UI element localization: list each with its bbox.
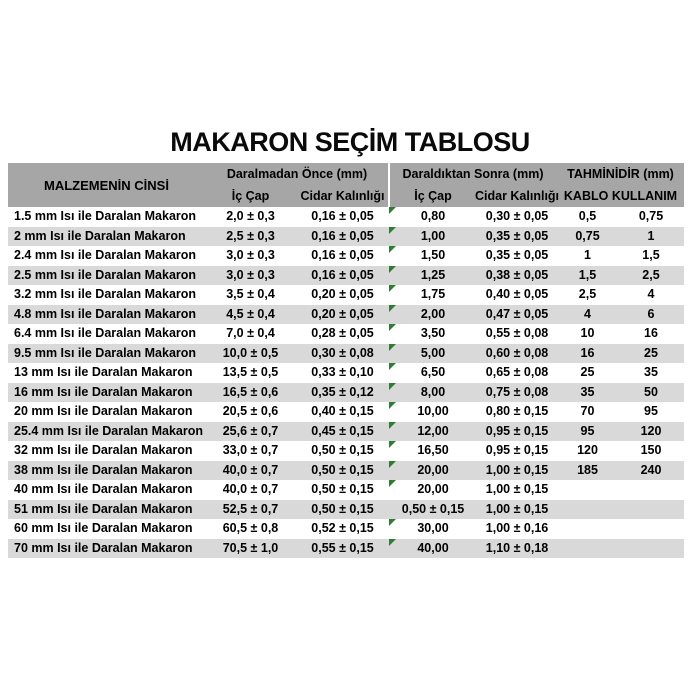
- material-cell: 2 mm Isı ile Daralan Makaron: [14, 228, 186, 243]
- cell-comment-marker-icon: [389, 266, 396, 273]
- value-cell: 2,5: [642, 267, 660, 282]
- value-cell: 0,50 ± 0,15: [311, 443, 374, 457]
- value-cell: 40,0 ± 0,7: [222, 462, 279, 477]
- table-row: [8, 539, 684, 559]
- cell-comment-marker-icon: [389, 539, 396, 546]
- value-cell: 0,38 ± 0,05: [485, 267, 549, 282]
- material-cell: 9.5 mm Isı ile Daralan Makaron: [14, 345, 197, 360]
- value-cell: 60,5 ± 0,8: [222, 521, 279, 535]
- material-cell: 51 mm Isı ile Daralan Makaron: [14, 501, 193, 516]
- table-row: [8, 441, 684, 461]
- value-cell: 0,95 ± 0,15: [485, 423, 549, 438]
- value-cell: 2,5: [578, 287, 597, 301]
- value-cell: 0,55 ± 0,15: [311, 540, 374, 555]
- value-cell: 3,0 ± 0,3: [226, 267, 275, 282]
- value-cell: 0,40 ± 0,05: [485, 287, 549, 301]
- value-cell: 0,33 ± 0,10: [311, 365, 374, 379]
- value-cell: 2,0 ± 0,3: [226, 209, 275, 223]
- value-cell: 16,5 ± 0,6: [222, 384, 279, 399]
- value-cell: 3,5 ± 0,4: [226, 287, 275, 301]
- material-cell: 6.4 mm Isı ile Daralan Makaron: [14, 326, 197, 340]
- value-cell: 1,00 ± 0,15: [485, 482, 549, 496]
- value-cell: 1,50: [389, 246, 477, 266]
- value-cell: 0,75: [638, 209, 664, 223]
- value-cell: 120: [640, 423, 662, 438]
- value-cell: 4: [647, 287, 655, 301]
- table-row: [8, 305, 684, 325]
- page-title: MAKARON SEÇİM TABLOSU: [170, 127, 530, 157]
- material-cell: 2.4 mm Isı ile Daralan Makaron: [14, 248, 197, 262]
- value-cell: 1,10 ± 0,18: [485, 540, 549, 555]
- value-cell: 70: [580, 404, 595, 418]
- material-cell: 20 mm Isı ile Daralan Makaron: [14, 404, 193, 418]
- value-cell: 0,30 ± 0,05: [485, 209, 549, 223]
- table-row: [8, 266, 684, 286]
- cell-comment-marker-icon: [389, 402, 396, 409]
- value-cell: 25: [644, 345, 658, 360]
- value-cell: 0,20 ± 0,05: [311, 306, 374, 321]
- value-cell: 0,5: [578, 209, 597, 223]
- value-cell: 0,16 ± 0,05: [311, 209, 374, 223]
- value-cell: [618, 539, 684, 559]
- cell-comment-marker-icon: [389, 246, 396, 253]
- value-cell: 3,50: [389, 324, 477, 344]
- cell-comment-marker-icon: [389, 344, 396, 351]
- header-group-before-shrink: Daralmadan Önce (mm): [226, 167, 368, 181]
- value-cell: 2,00: [389, 305, 477, 325]
- value-cell: 0,65 ± 0,08: [485, 365, 549, 379]
- value-cell: 8,00: [389, 383, 477, 403]
- value-cell: 0,47 ± 0,05: [485, 306, 549, 321]
- value-cell: 40,0 ± 0,7: [222, 482, 279, 496]
- value-cell: 16,50: [389, 441, 477, 461]
- value-cell: 0,45 ± 0,15: [311, 423, 374, 438]
- value-cell: 3,0 ± 0,3: [226, 248, 275, 262]
- table-row: [8, 207, 684, 227]
- table-row: [8, 500, 684, 520]
- material-cell: 1.5 mm Isı ile Daralan Makaron: [14, 209, 197, 223]
- cell-comment-marker-icon: [389, 324, 396, 331]
- value-cell: 0,35 ± 0,05: [485, 248, 549, 262]
- header-wall-thickness-before: Cidar Kalınlığı: [300, 189, 385, 203]
- material-cell: 32 mm Isı ile Daralan Makaron: [14, 443, 193, 457]
- value-cell: [557, 480, 618, 500]
- value-cell: 0,80 ± 0,15: [485, 404, 549, 418]
- value-cell: 1: [647, 228, 655, 243]
- value-cell: 7,0 ± 0,4: [226, 326, 275, 340]
- value-cell: 0,16 ± 0,05: [311, 248, 374, 262]
- value-cell: 0,60 ± 0,08: [485, 345, 549, 360]
- value-cell: 150: [640, 443, 662, 457]
- table-row: [8, 227, 684, 247]
- value-cell: 33,0 ± 0,7: [222, 443, 279, 457]
- value-cell: 35: [580, 384, 595, 399]
- material-cell: 4.8 mm Isı ile Daralan Makaron: [14, 306, 197, 321]
- table-row: [8, 519, 684, 539]
- material-cell: 38 mm Isı ile Daralan Makaron: [14, 462, 193, 477]
- value-cell: 185: [577, 462, 598, 477]
- cell-comment-marker-icon: [389, 227, 396, 234]
- value-cell: 0,35 ± 0,12: [311, 384, 374, 399]
- header-inner-diameter-before: İç Çap: [231, 189, 270, 203]
- value-cell: 10,0 ± 0,5: [222, 345, 279, 360]
- value-cell: 0,50 ± 0,15: [401, 501, 465, 516]
- cell-comment-marker-icon: [389, 461, 396, 468]
- value-cell: 120: [577, 443, 598, 457]
- value-cell: 35: [644, 365, 658, 379]
- header-group-after-shrink: Daraldıktan Sonra (mm): [402, 167, 544, 181]
- value-cell: 20,00: [389, 461, 477, 481]
- cell-comment-marker-icon: [389, 363, 396, 370]
- value-cell: 1,25: [389, 266, 477, 286]
- cell-comment-marker-icon: [389, 383, 396, 390]
- value-cell: 1,00 ± 0,15: [485, 462, 549, 477]
- value-cell: 0,28 ± 0,05: [311, 326, 374, 340]
- value-cell: 1,5: [578, 267, 597, 282]
- cell-comment-marker-icon: [389, 480, 396, 487]
- material-cell: 3.2 mm Isı ile Daralan Makaron: [14, 287, 197, 301]
- value-cell: 0,80: [389, 207, 477, 227]
- value-cell: 0,16 ± 0,05: [311, 228, 374, 243]
- value-cell: 0,75 ± 0,08: [485, 384, 549, 399]
- value-cell: 0,40 ± 0,15: [311, 404, 374, 418]
- value-cell: 95: [644, 404, 658, 418]
- value-cell: 4: [584, 306, 591, 321]
- cell-comment-marker-icon: [389, 441, 396, 448]
- table-row: [8, 324, 684, 344]
- cell-comment-marker-icon: [389, 207, 396, 214]
- value-cell: 0,30 ± 0,08: [311, 345, 374, 360]
- table-row: [8, 246, 684, 266]
- value-cell: 0,50 ± 0,15: [311, 462, 374, 477]
- table-row: [8, 402, 684, 422]
- value-cell: 95: [580, 423, 595, 438]
- header-wall-thickness-after: Cidar Kalınlığı: [474, 189, 560, 203]
- value-cell: 1,00: [389, 227, 477, 247]
- value-cell: 0,75: [575, 228, 600, 243]
- table-header: [8, 163, 684, 207]
- value-cell: 0,95 ± 0,15: [485, 443, 549, 457]
- value-cell: 20,5 ± 0,6: [222, 404, 279, 418]
- cell-comment-marker-icon: [389, 285, 396, 292]
- table-row: [8, 480, 684, 500]
- material-cell: 40 mm Isı ile Daralan Makaron: [14, 482, 193, 496]
- value-cell: [557, 519, 618, 539]
- value-cell: 0,35 ± 0,05: [485, 228, 549, 243]
- value-cell: 1,00 ± 0,15: [485, 501, 549, 516]
- header-group-estimated: TAHMİNİDİR (mm): [567, 167, 674, 181]
- value-cell: 6,50: [389, 363, 477, 383]
- value-cell: 25,6 ± 0,7: [222, 423, 279, 438]
- value-cell: [618, 480, 684, 500]
- header-inner-diameter-after: İç Çap: [414, 189, 452, 203]
- table-row: [8, 422, 684, 442]
- material-cell: 13 mm Isı ile Daralan Makaron: [14, 365, 193, 379]
- value-cell: [618, 519, 684, 539]
- value-cell: 0,20 ± 0,05: [311, 287, 374, 301]
- value-cell: 13,5 ± 0,5: [222, 365, 279, 379]
- value-cell: 20,00: [389, 480, 477, 500]
- value-cell: 52,5 ± 0,7: [222, 501, 279, 516]
- value-cell: 40,00: [389, 539, 477, 559]
- value-cell: 16: [580, 345, 595, 360]
- table-body: [8, 207, 684, 558]
- value-cell: 12,00: [389, 422, 477, 442]
- value-cell: [618, 500, 684, 520]
- value-cell: 6: [647, 306, 655, 321]
- value-cell: 4,5 ± 0,4: [226, 306, 275, 321]
- value-cell: 0,16 ± 0,05: [311, 267, 374, 282]
- value-cell: 240: [640, 462, 662, 477]
- material-cell: 70 mm Isı ile Daralan Makaron: [14, 540, 193, 555]
- header-material-type: MALZEMENİN CİNSİ: [44, 177, 169, 193]
- value-cell: 70,5 ± 1,0: [222, 540, 279, 555]
- value-cell: 16: [644, 326, 658, 340]
- table-row: [8, 285, 684, 305]
- table-row: [8, 363, 684, 383]
- cell-comment-marker-icon: [389, 305, 396, 312]
- value-cell: 30,00: [389, 519, 477, 539]
- value-cell: 1: [584, 248, 591, 262]
- value-cell: 1,00 ± 0,16: [485, 521, 549, 535]
- header-cable-usage: KABLO KULLANIM: [563, 189, 678, 203]
- header-column-separator: [388, 163, 390, 207]
- material-cell: 16 mm Isı ile Daralan Makaron: [14, 384, 193, 399]
- value-cell: 50: [644, 384, 658, 399]
- value-cell: 0,55 ± 0,08: [485, 326, 549, 340]
- value-cell: 10: [580, 326, 595, 340]
- makaron-selection-table: [8, 163, 684, 558]
- value-cell: 0,50 ± 0,15: [311, 501, 374, 516]
- cell-comment-marker-icon: [389, 519, 396, 526]
- value-cell: [557, 500, 618, 520]
- material-cell: 25.4 mm Isı ile Daralan Makaron: [14, 423, 203, 438]
- value-cell: 1,75: [389, 285, 477, 305]
- material-cell: 60 mm Isı ile Daralan Makaron: [14, 521, 193, 535]
- table-row: [8, 344, 684, 364]
- value-cell: 0,50 ± 0,15: [311, 482, 374, 496]
- value-cell: 5,00: [389, 344, 477, 364]
- value-cell: 1,5: [642, 248, 660, 262]
- value-cell: [557, 539, 618, 559]
- table-row: [8, 383, 684, 403]
- value-cell: 25: [580, 365, 595, 379]
- value-cell: 2,5 ± 0,3: [226, 228, 275, 243]
- cell-comment-marker-icon: [389, 422, 396, 429]
- value-cell: 10,00: [389, 402, 477, 422]
- table-row: [8, 461, 684, 481]
- material-cell: 2.5 mm Isı ile Daralan Makaron: [14, 267, 197, 282]
- value-cell: 0,52 ± 0,15: [311, 521, 374, 535]
